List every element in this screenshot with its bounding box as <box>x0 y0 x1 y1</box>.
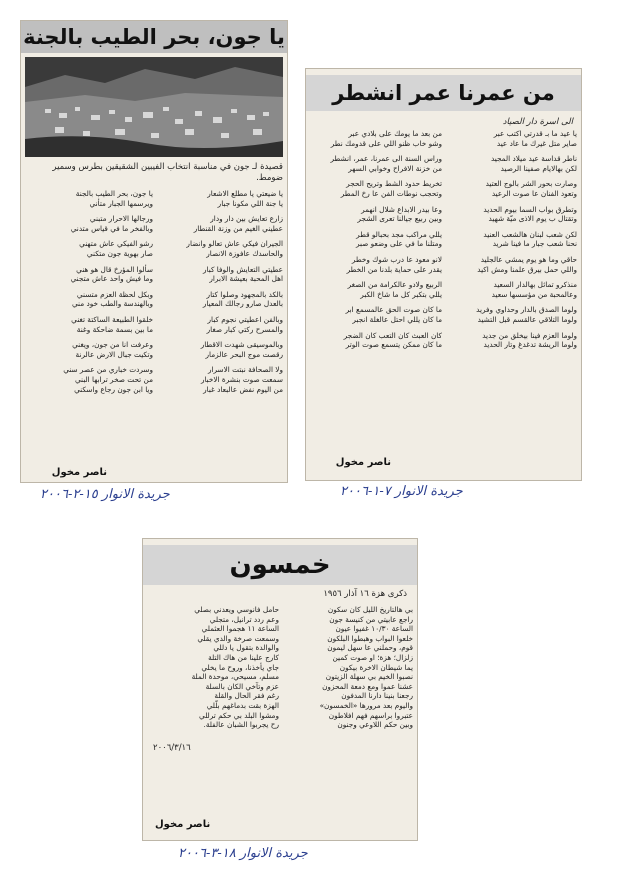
article-subtitle: قصيدة لـ جون في مناسبة انتخاب الفيبين الشقيقين بطرس وسمير ضومط. <box>52 162 283 183</box>
poem-line: ولوما العزم فينا بيخلق من جديد <box>482 330 577 340</box>
poem-line: وبالهندسة والطب خود مني <box>71 299 153 309</box>
poem-line: رجعنا بنينا دارنا المدفون <box>341 691 413 701</box>
poem-line: عشنا عموا ومع دمعة المحزون <box>322 681 413 691</box>
poem-line: وبالفخر ما في قياس متدني <box>70 223 153 233</box>
poem-line: ومتلنا ما في على وضعو صبر <box>355 239 442 249</box>
poem-line: يا عيد ما بـ قدرتي اكتب عبر <box>493 129 577 138</box>
poem-line: مسلم، مسيحي، موحدة الملة <box>191 672 279 682</box>
poem-line: ما كان ممكن يتسمع صوت الوتر <box>345 340 442 350</box>
poem-line: حاقي وما هو يوم يمشي عالجليد <box>480 254 577 264</box>
article-title: يا جون، بحر الطيب بالجنة <box>21 21 287 53</box>
poem-line: يللي مراكب مجد بحبالو قطر <box>356 229 442 239</box>
poem-column-right <box>285 605 413 739</box>
poem-line: يما شيطان الاخرة بيكون <box>339 662 413 672</box>
poem-line: خلعوا البواب وهبطوا البلكون <box>327 633 413 643</box>
poem-column-right <box>157 189 283 464</box>
poem-line: ما بين بسمة ضاحكة وغنة <box>76 324 153 334</box>
clipping-omrna <box>305 68 582 481</box>
poem-line: من بعد ما يومك على بلادي عبر <box>348 129 442 138</box>
poem-line: سمعت صوت بنشرة الاخبار <box>200 374 283 384</box>
poem-line: ما كان يللي احتل عالغلة انجبر <box>352 314 442 324</box>
poem-line: يللي بتكبر كل ما شاخ الكبر <box>360 289 442 299</box>
poem-line: من تحت صخر ترابها البني <box>74 374 153 384</box>
poem-line: وبكل لحظة العزم متسني <box>76 289 153 299</box>
poem-line: خلقوا الطبيعة الساكتة تغني <box>71 314 153 324</box>
poem-line: ولوما التلاقي عالقسم قبل التشيد <box>477 314 577 324</box>
article-title: من عمرنا عمر انشطر <box>306 75 581 111</box>
poem-line: نحنا شعب جبار ما فينا شريد <box>492 239 577 249</box>
poem-line: ولوما الريشة تدغدغ وتار الحديد <box>483 340 577 350</box>
poem-line: عزم وتآخي الكان بالسلة <box>205 681 279 691</box>
poem-line: وعم ردد ترانيل، متجلي <box>209 614 279 624</box>
poem-column-left <box>314 129 442 429</box>
poem-line: الجيران فيكي عاش تعالو وانضار <box>186 239 283 249</box>
poem-line: رشو الفيكي عاش متهني <box>79 239 153 249</box>
poem-line: سألوا المؤرخ قال هو هني <box>76 264 153 274</box>
poem-line: صاير متل غيرك ما عاد عيد <box>496 138 577 148</box>
poem-line: لكن بهالايام صفينا الرصيد <box>500 163 577 173</box>
poem-line: وبالموسيقى شهدت الاقطار <box>200 340 283 350</box>
poem-line: اهل المحبة بعيشة الابرار <box>209 274 283 284</box>
poem-line: يا جون، بحر الطيب بالجنة <box>75 189 153 198</box>
clipping-khamsoun <box>142 538 418 841</box>
poem-line: زارع تعايش بين دار ودار <box>210 214 283 224</box>
poem-line: كان العبث كان التعب كان الضجر <box>343 330 442 340</box>
poem-line: وتحجب نوطات الفن عا رخ المطر <box>340 188 442 198</box>
poem-line: عتبروا براسهم فهم افلاطون <box>328 710 413 720</box>
dedication: الى اسرة دار الصياد <box>502 117 573 127</box>
poem-line: واللي حمل بيرق علمنا ومش اكيد <box>477 264 577 274</box>
poem-column-left <box>151 605 279 739</box>
town-photo <box>25 57 283 157</box>
poem-line: وشو خاب ظنو اللي على قدومك نطر <box>330 138 442 148</box>
poem-line: ولا الصحافة نبتت الاسرار <box>207 365 283 375</box>
poem-line: رح يجربوا الشبان عالفلة. <box>203 720 279 730</box>
poem-line: والمسرح ركتي كبار صغار <box>206 324 283 334</box>
poem-line: صار بهوية جون متكني <box>86 248 153 258</box>
handwritten-source-note: جريدة الانوار ١٥-٢-٢٠٠٦ <box>40 487 170 502</box>
poem-line: وصارت بحور الشر بالوج العتيد <box>485 179 577 189</box>
poem-line: ناطر قداسة عيد ميلاد المجيد <box>490 154 577 164</box>
poem-line: الهزة بقت بدماغهم بلّلي <box>206 700 279 710</box>
poem-line: من خزنة الافراح وخوابي السهر <box>348 163 442 173</box>
poem-line: الربيع ولادو عالكرامة من الصغر <box>347 280 442 290</box>
poem-line: راجع عابيتي من كنيسة جون <box>329 614 413 624</box>
town-photo-image <box>25 57 283 157</box>
poem-line: والوالدة بتقول يا دللي <box>213 643 279 653</box>
poem-line: وعالمحبة من مؤسسها سعيد <box>491 289 577 299</box>
poem-line: ويرسمها الجبار متأني <box>89 198 153 208</box>
poem-line: عطيتي التعايش والوفا كبار <box>203 264 283 274</box>
poem-line: لانو معود عا درب شوك وخطر <box>351 254 442 264</box>
poem-line: قوم، وحملني عا سهل ليمون <box>327 643 413 653</box>
poem-line: ويا ابن جون رجاع واسكني <box>74 384 153 394</box>
poem-column-right <box>449 129 577 429</box>
poem-line: يا ضيعتي يا مطلع الاشعار <box>207 189 283 198</box>
poem-line: وبالفن اعطيتي نجوم كبار <box>207 314 283 324</box>
poem-line: وسمعت صرخة والدي يقلي <box>197 633 279 643</box>
poem-line: بالكد بالمجهود وصلوا كتار <box>206 289 283 299</box>
poem-line: بالعدل صارو رجالك المعيار <box>202 299 283 309</box>
clipping-ya-john <box>20 20 288 483</box>
poem-line: ما كان صوت الحق عالمسمع ابر <box>345 305 442 315</box>
poem-line: واليوم بعد مرورها «الخمسون» <box>319 700 413 710</box>
author-name: ناصر مخول <box>335 457 391 468</box>
poem-line: الساعة ١١ هجموا العثملي <box>201 624 279 634</box>
poem-line: تخريط حدود الشط وتريح الحجر <box>346 179 442 189</box>
poem-line: زلزال؛ هزة؛ او صوت كمين <box>332 652 413 662</box>
poem-line: وعرفت انا من جون، ويغني <box>72 340 153 350</box>
author-name: ناصر مخول <box>155 819 211 830</box>
poem-line: لكن شعب لبنان هالشعب العنيد <box>483 229 577 239</box>
handwritten-source-note: جريدة الانوار ١٨-٣-٢٠٠٦ <box>178 846 308 861</box>
poem-line: رغم فقر الحال والقلة <box>214 691 279 701</box>
article-title: خمسون <box>143 545 417 585</box>
poem-line: وتكيت جبال الارض عالرنة <box>75 349 153 359</box>
poem-line: حامل فانوسي ويعدني بصلي <box>194 605 279 614</box>
poem-line: الساعة ١٠/٣٠ غفيوا عيون <box>335 624 413 634</box>
poem-line: وتعود الفنان عا صوت الرعيد <box>491 188 577 198</box>
poem-line: عطيني الغيم من وزنة القنطار <box>193 223 283 233</box>
poem-line: وعا بيدر الابداع شلال انهمر <box>361 204 442 214</box>
poem-line: رقصت موج البحر عالزمار <box>205 349 283 359</box>
poem-line: وتقتال ب يوم الاذى ميّة شهيد <box>488 214 577 224</box>
poem-line: ومشوا البلد بي حكم ترللي <box>198 710 279 720</box>
poem-line: وبين ربيع جيالنا تعرى الشجر <box>357 214 442 224</box>
poem-line: كارج علينا من هاك التلة <box>208 652 279 662</box>
poem-line: وما فيش واحد عاش متجني <box>70 274 153 284</box>
poem-line: يا جنة اللي مكونا جبار <box>217 198 283 208</box>
poem-line: وراس السنة الى عمرنا، عمر، انشطر <box>330 154 442 164</box>
handwritten-source-note: جريدة الانوار ٧-١-٢٠٠٦ <box>340 484 463 499</box>
poem-line: نصبوا الخيم بي سهلة الزيتون <box>325 672 413 682</box>
poem-line: وسردت خباري من عصر سني <box>63 365 153 375</box>
poem-date: ٢٠٠٦/٣/١٦ <box>153 743 191 753</box>
poem-column-left <box>27 189 153 464</box>
poem-line: بي هالتاريخ الليل كان سكون <box>327 605 413 614</box>
poem-line: والحاسدك عافوزة الانصار <box>206 248 283 258</box>
author-name: ناصر مخول <box>51 467 107 478</box>
poem-line: جاي يأخذنا، وروح ما يخلي <box>201 662 279 672</box>
poem-line: وبين حكم اللاوعي وجنون <box>337 720 413 730</box>
poem-line: يقدر على حماية بلدنا من الخطر <box>346 264 442 274</box>
poem-line: ورجالها الاحرار متبني <box>89 214 153 224</box>
article-subtitle: ذكرى هزة ١٦ آذار ١٩٥٦ <box>323 589 407 599</box>
poem-line: وتطرق بواب السما بيوم الحديد <box>483 204 577 214</box>
poem-line: من اليوم نفض عالبعاد غبار <box>203 384 283 394</box>
poem-line: ولوما الصدق بالدار وحداوي وفريد <box>476 305 577 315</box>
poem-line: منذكرو تماثل بهالدار السعيد <box>493 280 577 290</box>
